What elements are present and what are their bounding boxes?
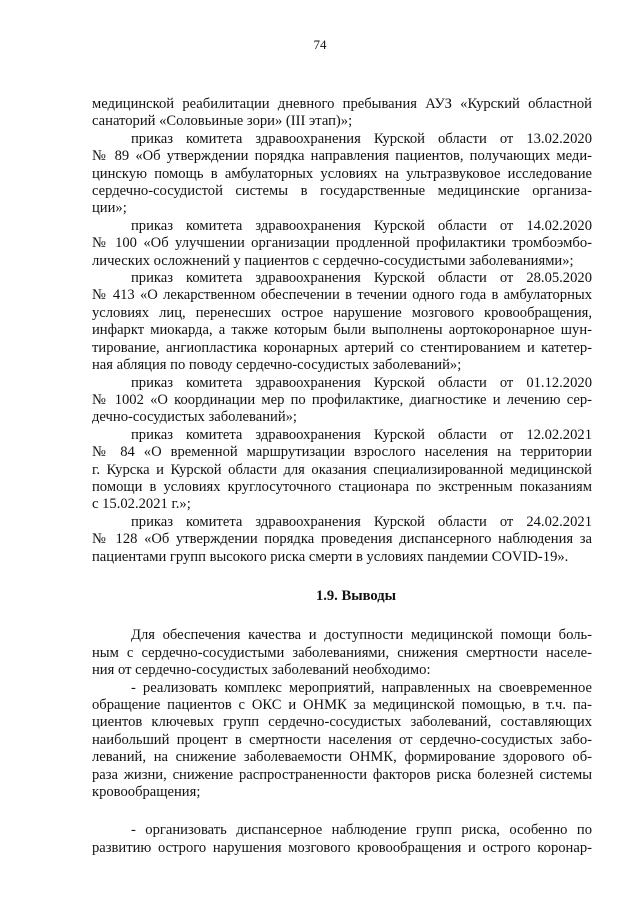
- text-line: медицинской реабилитации дневного пребывания АУЗ «Курский областной: [92, 96, 592, 112]
- text-line: развитию острого нарушения мозгового кровообращения и острого коронар-: [92, 839, 592, 856]
- order-header-line: приказ комитета здравоохранения Курской области от 01.12.2020: [131, 374, 592, 391]
- text-line: тирование, ангиопластика коронарных артерий со стентированием и катетер-: [92, 339, 592, 356]
- order-header-line: приказ комитета здравоохранения Курской области от 13.02.2020: [131, 130, 592, 147]
- text-line: Для обеспечения качества и доступности медицинской помощи боль-: [131, 627, 592, 644]
- text-line: помощи в условиях круглосуточного стационара по экстренным показаниям: [92, 478, 592, 495]
- list-item-line: - организовать диспансерное наблюдение групп риска, особенно по: [131, 822, 592, 839]
- text-line: наибольший процент в смертности населения от сердечно-сосудистых забо-: [92, 731, 592, 748]
- order-header-line: приказ комитета здравоохранения Курской области от 14.02.2020: [131, 217, 592, 234]
- text-line: с 15.02.2021 г.»;: [92, 496, 191, 513]
- order-header-line: приказ комитета здравоохранения Курской области от 28.05.2020: [131, 270, 592, 287]
- text-line: дечно-сосудистых заболеваний»;: [92, 409, 297, 426]
- text-line: г. Курска и Курской области для оказания специализированной медицинской: [92, 461, 592, 478]
- order-header-line: приказ комитета здравоохранения Курской области от 12.02.2021: [131, 426, 592, 443]
- text-line: № 128 «Об утверждении порядка проведения диспансерного наблюдения за: [92, 531, 592, 548]
- page-number: 74: [313, 37, 327, 52]
- text-line: сердечно-сосудистой системы в государственные медицинские организа-: [92, 183, 592, 200]
- text-line: ным с сердечно-сосудистыми заболеваниями, снижения смертности населе-: [92, 644, 592, 661]
- text-line: цинскую помощь в амбулаторных условиях на ультразвуковое исследование: [92, 165, 592, 182]
- text-line: обращение пациентов с ОКС и ОНМК за медицинской помощью, в т.ч. па-: [92, 697, 592, 713]
- text-line: № 1002 «О координации мер по профилактике, диагностике и лечению сер-: [92, 391, 592, 408]
- document-body: [92, 96, 592, 857]
- text-line: пациентами групп высокого риска смерти в условиях пандемии COVID-19».: [92, 548, 569, 565]
- text-line: инфаркт миокарда, а также которым были выполнены аортокоронарное шун-: [92, 322, 592, 339]
- text-line: леваний, на снижение заболеваемости ОНМК, формирование здорового об-: [92, 749, 592, 766]
- text-line: санаторий «Соловьиные зори» (III этап)»;: [92, 113, 353, 130]
- text-line: циентов ключевых групп сердечно-сосудистых заболеваний, составляющих: [92, 714, 592, 731]
- text-line: № 84 «О временной маршрутизации взрослого населения на территории: [92, 444, 592, 461]
- text-line: раза жизни, снижение распространенности факторов риска болезней системы: [92, 766, 592, 783]
- section-title: 1.9. Выводы: [315, 587, 397, 604]
- text-line: условиях лиц, перенесших острое нарушение мозгового кровообращения,: [92, 304, 592, 321]
- list-item-line: - реализовать комплекс мероприятий, направленных на своевременное: [131, 679, 592, 696]
- text-line: ная абляция по поводу сердечно-сосудистых заболеваний»;: [92, 357, 462, 374]
- text-line: ции»;: [92, 200, 127, 217]
- text-line: № 413 «О лекарственном обеспечении в течении одного года в амбулаторных: [92, 287, 592, 304]
- text-line: ния от сердечно-сосудистых заболеваний необходимо:: [92, 662, 431, 679]
- text-line: № 100 «Об улучшении организации продленной профилактики тромбоэмбо-: [92, 235, 592, 252]
- text-line: лических осложнений у пациентов с сердечно-сосудистыми заболеваниями»;: [92, 252, 574, 269]
- text-line: № 89 «Об утверждении порядка направления пациентов, получающих меди-: [92, 148, 592, 165]
- order-header-line: приказ комитета здравоохранения Курской области от 24.02.2021: [131, 513, 592, 530]
- text-line: кровообращения;: [92, 784, 201, 801]
